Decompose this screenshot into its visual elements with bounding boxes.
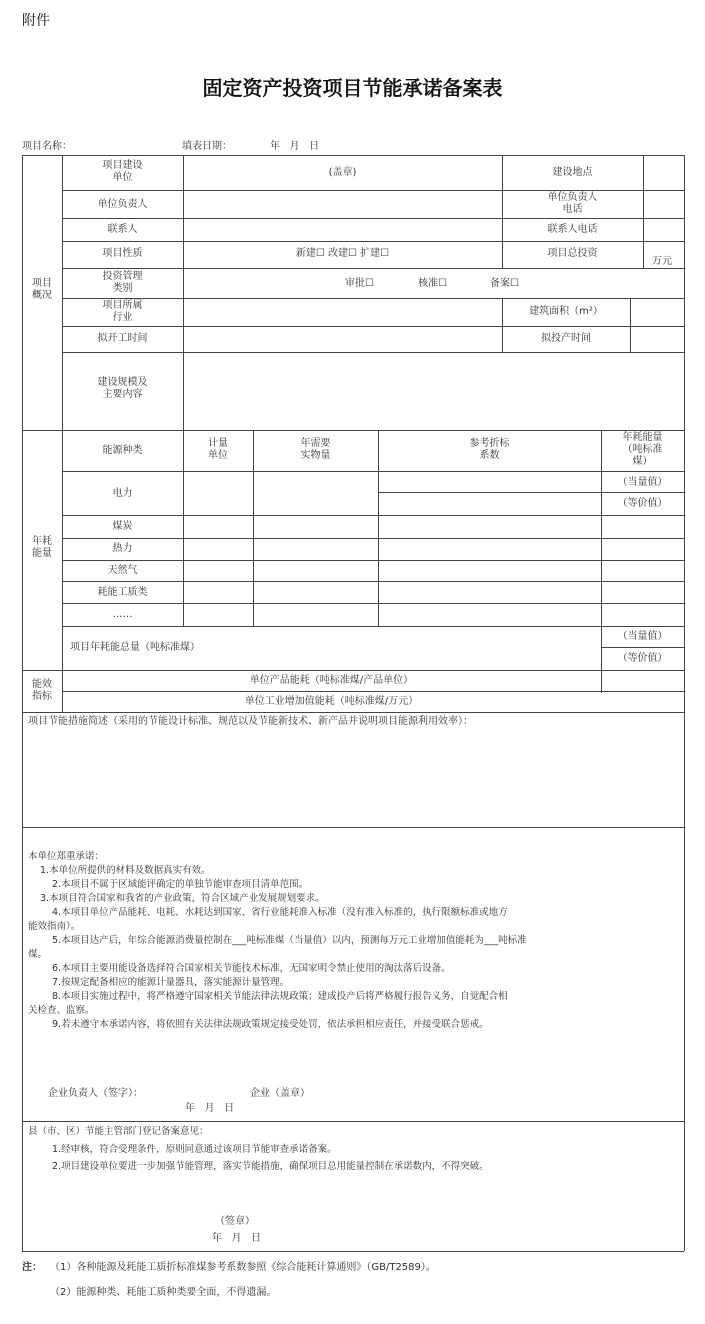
total-energy-label: 项目年耗能总量（吨标准煤） <box>70 642 200 653</box>
commitment-item-3: 3.本项目符合国家和我省的产业政策，符合区域产业发展规划要求。 <box>40 893 325 904</box>
registration-item-2: 2.项目建设单位要进一步加强节能管理，落实节能措施，确保项目总用能量控制在承诺数内，不得突破。 <box>52 1161 489 1172</box>
scale-content-label: 建设规模及 主要内容 <box>97 377 148 400</box>
project-nature-options: 新建☐ 改建☐ 扩建☐ <box>295 248 390 259</box>
build-location-label: 建设地点 <box>552 167 593 178</box>
project-nature-label: 项目性质 <box>102 248 143 259</box>
start-time-label: 拟开工时间 <box>97 333 148 344</box>
energy-section-label: 年耗 能量 <box>32 536 52 559</box>
overview-section-label: 项目 概况 <box>32 278 52 301</box>
page-title: 固定资产投资项目节能承诺备案表 <box>202 76 503 100</box>
per-product-energy-label: 单位产品能耗（吨标准煤/产品单位） <box>249 675 414 686</box>
energy-row-heat: 热力 <box>112 543 133 554</box>
commitment-item-6: 6.本项目主要用能设备选择符合国家相关节能技术标准，无国家明令禁止使用的淘汰落后设备。 <box>52 963 451 974</box>
fill-date-fields: 年 月 日 <box>270 141 320 152</box>
contact-phone-label: 联系人电话 <box>547 224 598 235</box>
energy-type-header: 能源种类 <box>102 445 143 456</box>
company-stamp: 企业（盖章） <box>250 1088 310 1099</box>
annual-energy-header: 年耗能量 （吨标准 煤） <box>622 432 663 467</box>
project-name-label: 项目名称： <box>22 141 72 152</box>
building-area-label: 建筑面积（m²） <box>529 306 603 317</box>
note-1: （1）各种能源及耗能工质折标准煤参考系数参照《综合能耗计算通则》（GB/T2589）。 <box>50 1262 436 1273</box>
measure-unit-header: 计量 单位 <box>208 438 228 461</box>
commitment-item-4: 4.本项目单位产品能耗、电耗、水耗达到国家、省行业能耗准入标准（没有准入标准的，执行限额标准或地方 <box>52 907 508 918</box>
type-verify-option: 核准☐ <box>418 278 447 289</box>
builder-unit-stamp: (盖章) <box>328 167 357 178</box>
per-value-added-energy-label: 单位工业增加值能耗（吨标准煤/万元） <box>244 696 419 707</box>
commitment-heading: 本单位郑重承诺： <box>28 851 105 862</box>
energy-row-medium: 耗能工质类 <box>97 587 148 598</box>
registration-stamp: （签章） <box>215 1216 255 1227</box>
coefficient-header: 参考折标 系数 <box>469 438 510 461</box>
unit-leader-label: 单位负责人 <box>97 199 148 210</box>
type-approve-option: 审批☐ <box>345 278 374 289</box>
type-record-option: 备案☐ <box>490 278 519 289</box>
commitment-item-5: 5.本项目达产后，年综合能源消费量控制在___吨标准煤（当量值）以内，预测每万元工业增加值能耗为___吨标准 <box>52 935 527 946</box>
energy-row-gas: 天然气 <box>107 565 138 576</box>
commitment-item-2: 2.本项目不属于区域能评确定的单独节能审查项目清单范围。 <box>52 879 309 890</box>
total-investment-unit: 万元 <box>652 256 672 267</box>
contact-label: 联系人 <box>107 224 138 235</box>
energy-measures-label: 项目节能措施简述（采用的节能设计标准、规范以及节能新技术、新产品并说明项目能源利用效率）： <box>28 716 473 727</box>
total-equal-value: （等价值） <box>617 653 668 664</box>
energy-row-more: …… <box>112 609 133 620</box>
total-equiv-value: （当量值） <box>617 631 668 642</box>
industry-label: 项目所属 行业 <box>102 300 143 323</box>
electricity-equiv-value: （当量值） <box>617 477 668 488</box>
production-time-label: 拟投产时间 <box>541 333 591 344</box>
notes-label: 注： <box>22 1262 42 1273</box>
commitment-item-7: 7.按规定配备相应的能源计量器具，落实能源计量管理。 <box>52 977 290 988</box>
commitment-item-8: 8.本项目实施过程中，将严格遵守国家相关节能法律法规政策；建成投产后将严格履行报告义务，自觉配合相 <box>52 991 508 1002</box>
annual-quantity-header: 年需要 实物量 <box>300 438 331 461</box>
note-2: （2）能源种类、耗能工质种类要全面，不得遗漏。 <box>50 1287 277 1298</box>
unit-leader-phone-label: 单位负责人 电话 <box>547 192 598 215</box>
legal-representative-sign: 企业负责人（签字）： <box>48 1088 143 1099</box>
registration-date: 年 月 日 <box>212 1233 262 1244</box>
registration-heading: 县（市、区）节能主管部门登记备案意见： <box>28 1126 209 1137</box>
energy-row-coal: 煤炭 <box>112 521 133 532</box>
total-investment-label: 项目总投资 <box>547 248 598 259</box>
efficiency-section-label: 能效 指标 <box>32 679 52 702</box>
attachment-label: 附件 <box>22 13 50 29</box>
commitment-item-4-cont: 能效指南）。 <box>28 921 81 932</box>
commitment-item-5-cont: 煤。 <box>28 949 48 960</box>
investment-type-label: 投资管理 类别 <box>102 271 143 294</box>
commitment-date: 年 月 日 <box>185 1103 235 1114</box>
commitment-item-9: 9.若未遵守本承诺内容，将依照有关法律法规政策规定接受处罚，依法承担相应责任，并接受联合惩戒。 <box>52 1019 489 1030</box>
commitment-item-1: 1.本单位所提供的材料及数据真实有效。 <box>40 865 211 876</box>
builder-unit-label: 项目建设 单位 <box>102 160 143 183</box>
energy-row-electricity: 电力 <box>112 488 133 499</box>
electricity-equal-value: （等价值） <box>617 498 668 509</box>
fill-date-label: 填表日期： <box>182 141 232 152</box>
commitment-item-8-cont: 关检查、监察。 <box>28 1005 95 1016</box>
registration-item-1: 1.经审核，符合受理条件，原则同意通过该项目节能审查承诺备案。 <box>52 1144 337 1155</box>
